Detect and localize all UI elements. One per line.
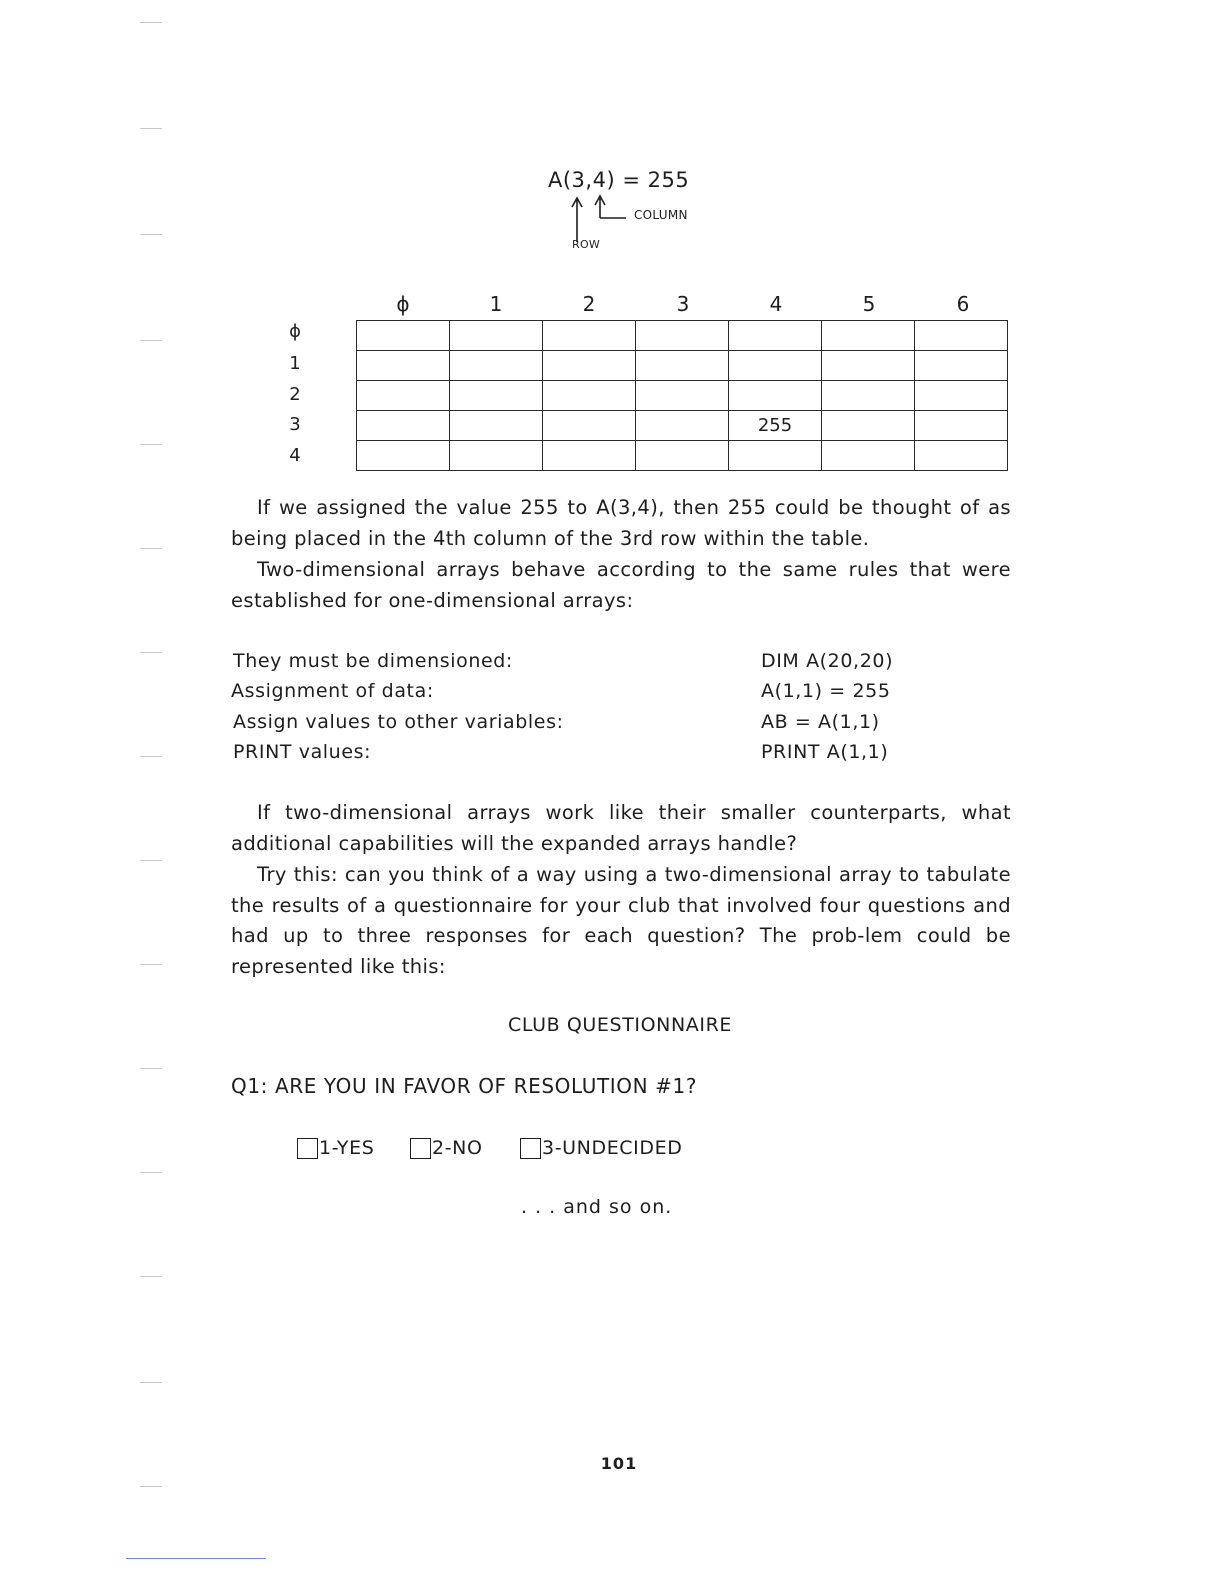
row-header: 3: [289, 414, 301, 435]
grid-cell: [822, 411, 915, 441]
margin-tick: [140, 234, 162, 235]
margin-tick: [140, 1382, 162, 1383]
grid-cell: [357, 321, 450, 351]
margin-tick: [140, 1172, 162, 1173]
grid-row: [357, 441, 1008, 471]
grid-cell: [729, 441, 822, 471]
margin-tick: [140, 22, 162, 23]
grid-cell: [915, 441, 1008, 471]
grid-cell: [636, 381, 729, 411]
row-header: ϕ: [289, 321, 301, 342]
margin-tick: [140, 340, 162, 341]
grid-cell-value: 255: [729, 411, 822, 441]
column-header: 1: [489, 292, 503, 316]
row-header: 2: [289, 384, 301, 405]
grid-row: [357, 411, 1008, 441]
grid-cell: [636, 411, 729, 441]
margin-tick: [140, 1068, 162, 1069]
paragraph-3: [231, 798, 1011, 859]
grid-cell: [915, 351, 1008, 381]
checkbox-icon: [297, 1138, 318, 1159]
grid-cell: [450, 411, 543, 441]
column-header: 6: [956, 292, 970, 316]
grid-cell: [450, 351, 543, 381]
rule-label: Assignment of data:: [231, 680, 434, 702]
paragraph-3-text: If two-dimensional arrays work like their smaller counterparts, what additional capabilities will the expanded arrays handle?: [231, 801, 1011, 855]
margin-tick: [140, 756, 162, 757]
grid-cell: [543, 411, 636, 441]
grid-cell: [915, 381, 1008, 411]
option-label: 2-NO: [432, 1137, 483, 1159]
bottom-rule: [126, 1558, 266, 1559]
column-header: 2: [582, 292, 596, 316]
row-column-arrows-icon: [560, 194, 630, 242]
option-label: 3-UNDECIDED: [542, 1137, 683, 1159]
rule-label: They must be dimensioned:: [233, 650, 513, 672]
column-header: 5: [862, 292, 876, 316]
paragraph-1: [231, 493, 1011, 554]
grid-cell: [636, 351, 729, 381]
questionnaire-title: CLUB QUESTIONNAIRE: [507, 1014, 732, 1036]
margin-tick: [140, 652, 162, 653]
margin-tick: [140, 964, 162, 965]
grid-row: [357, 321, 1008, 351]
grid-cell: [729, 381, 822, 411]
grid-cell: [357, 381, 450, 411]
grid-cell: [543, 441, 636, 471]
rule-label: Assign values to other variables:: [233, 711, 564, 733]
rule-example: A(1,1) = 255: [761, 680, 891, 702]
margin-tick: [140, 444, 162, 445]
column-label: COLUMN: [634, 208, 688, 222]
checkbox-icon: [410, 1138, 431, 1159]
grid-cell: [357, 411, 450, 441]
checkbox-icon: [520, 1138, 541, 1159]
paragraph-4-text: Try this: can you think of a way using a two-dimensional array to tabulate the results of a questionnaire for your club that involved four questions and had up to three responses for each question? The prob-lem could be represented like this:: [231, 863, 1011, 978]
rule-example: PRINT A(1,1): [761, 741, 889, 763]
grid-cell: [450, 381, 543, 411]
grid-cell: [450, 321, 543, 351]
grid-cell: [543, 351, 636, 381]
grid-cell: [543, 381, 636, 411]
grid-row: [357, 381, 1008, 411]
grid-cell: [822, 321, 915, 351]
grid-cell: [822, 351, 915, 381]
rule-example: DIM A(20,20): [761, 650, 894, 672]
row-header: 1: [289, 353, 301, 374]
grid-cell: [729, 321, 822, 351]
continuation-text: . . . and so on.: [521, 1196, 673, 1218]
array-formula: A(3,4) = 255: [548, 168, 690, 192]
option-label: 1-YES: [319, 1137, 375, 1159]
margin-tick: [140, 860, 162, 861]
margin-tick: [140, 1276, 162, 1277]
grid-cell: [729, 351, 822, 381]
margin-tick: [140, 548, 162, 549]
grid-row: [357, 351, 1008, 381]
grid-cell: [915, 411, 1008, 441]
option-undecided: [520, 1137, 682, 1159]
grid-cell: [543, 321, 636, 351]
column-header: 4: [769, 292, 783, 316]
option-yes: [297, 1137, 374, 1159]
column-header: ϕ: [396, 292, 410, 316]
page-number: 101: [600, 1454, 638, 1473]
margin-tick: [140, 1486, 162, 1487]
grid-cell: [636, 321, 729, 351]
column-header: 3: [676, 292, 690, 316]
paragraph-4: [231, 860, 1011, 982]
margin-tick: [140, 128, 162, 129]
row-label: ROW: [572, 238, 601, 251]
rule-label: PRINT values:: [233, 741, 372, 763]
grid-cell: [450, 441, 543, 471]
grid-cell: [636, 441, 729, 471]
paragraph-1-text: If we assigned the value 255 to A(3,4), then 255 could be thought of as being placed in the 4th column of the 3rd row within the table.: [231, 496, 1011, 550]
rule-example: AB = A(1,1): [761, 711, 880, 733]
grid-cell: [915, 321, 1008, 351]
question-1: Q1: ARE YOU IN FAVOR OF RESOLUTION #1?: [231, 1074, 698, 1098]
paragraph-2-text: Two-dimensional arrays behave according to the same rules that were established for one-dimensional arrays:: [231, 558, 1011, 612]
grid-cell: [357, 441, 450, 471]
array-grid: [356, 320, 1008, 471]
grid-cell: [822, 441, 915, 471]
paragraph-2: [231, 555, 1011, 616]
grid-cell: [357, 351, 450, 381]
row-header: 4: [289, 445, 301, 466]
option-no: [410, 1137, 483, 1159]
grid-cell: [822, 381, 915, 411]
